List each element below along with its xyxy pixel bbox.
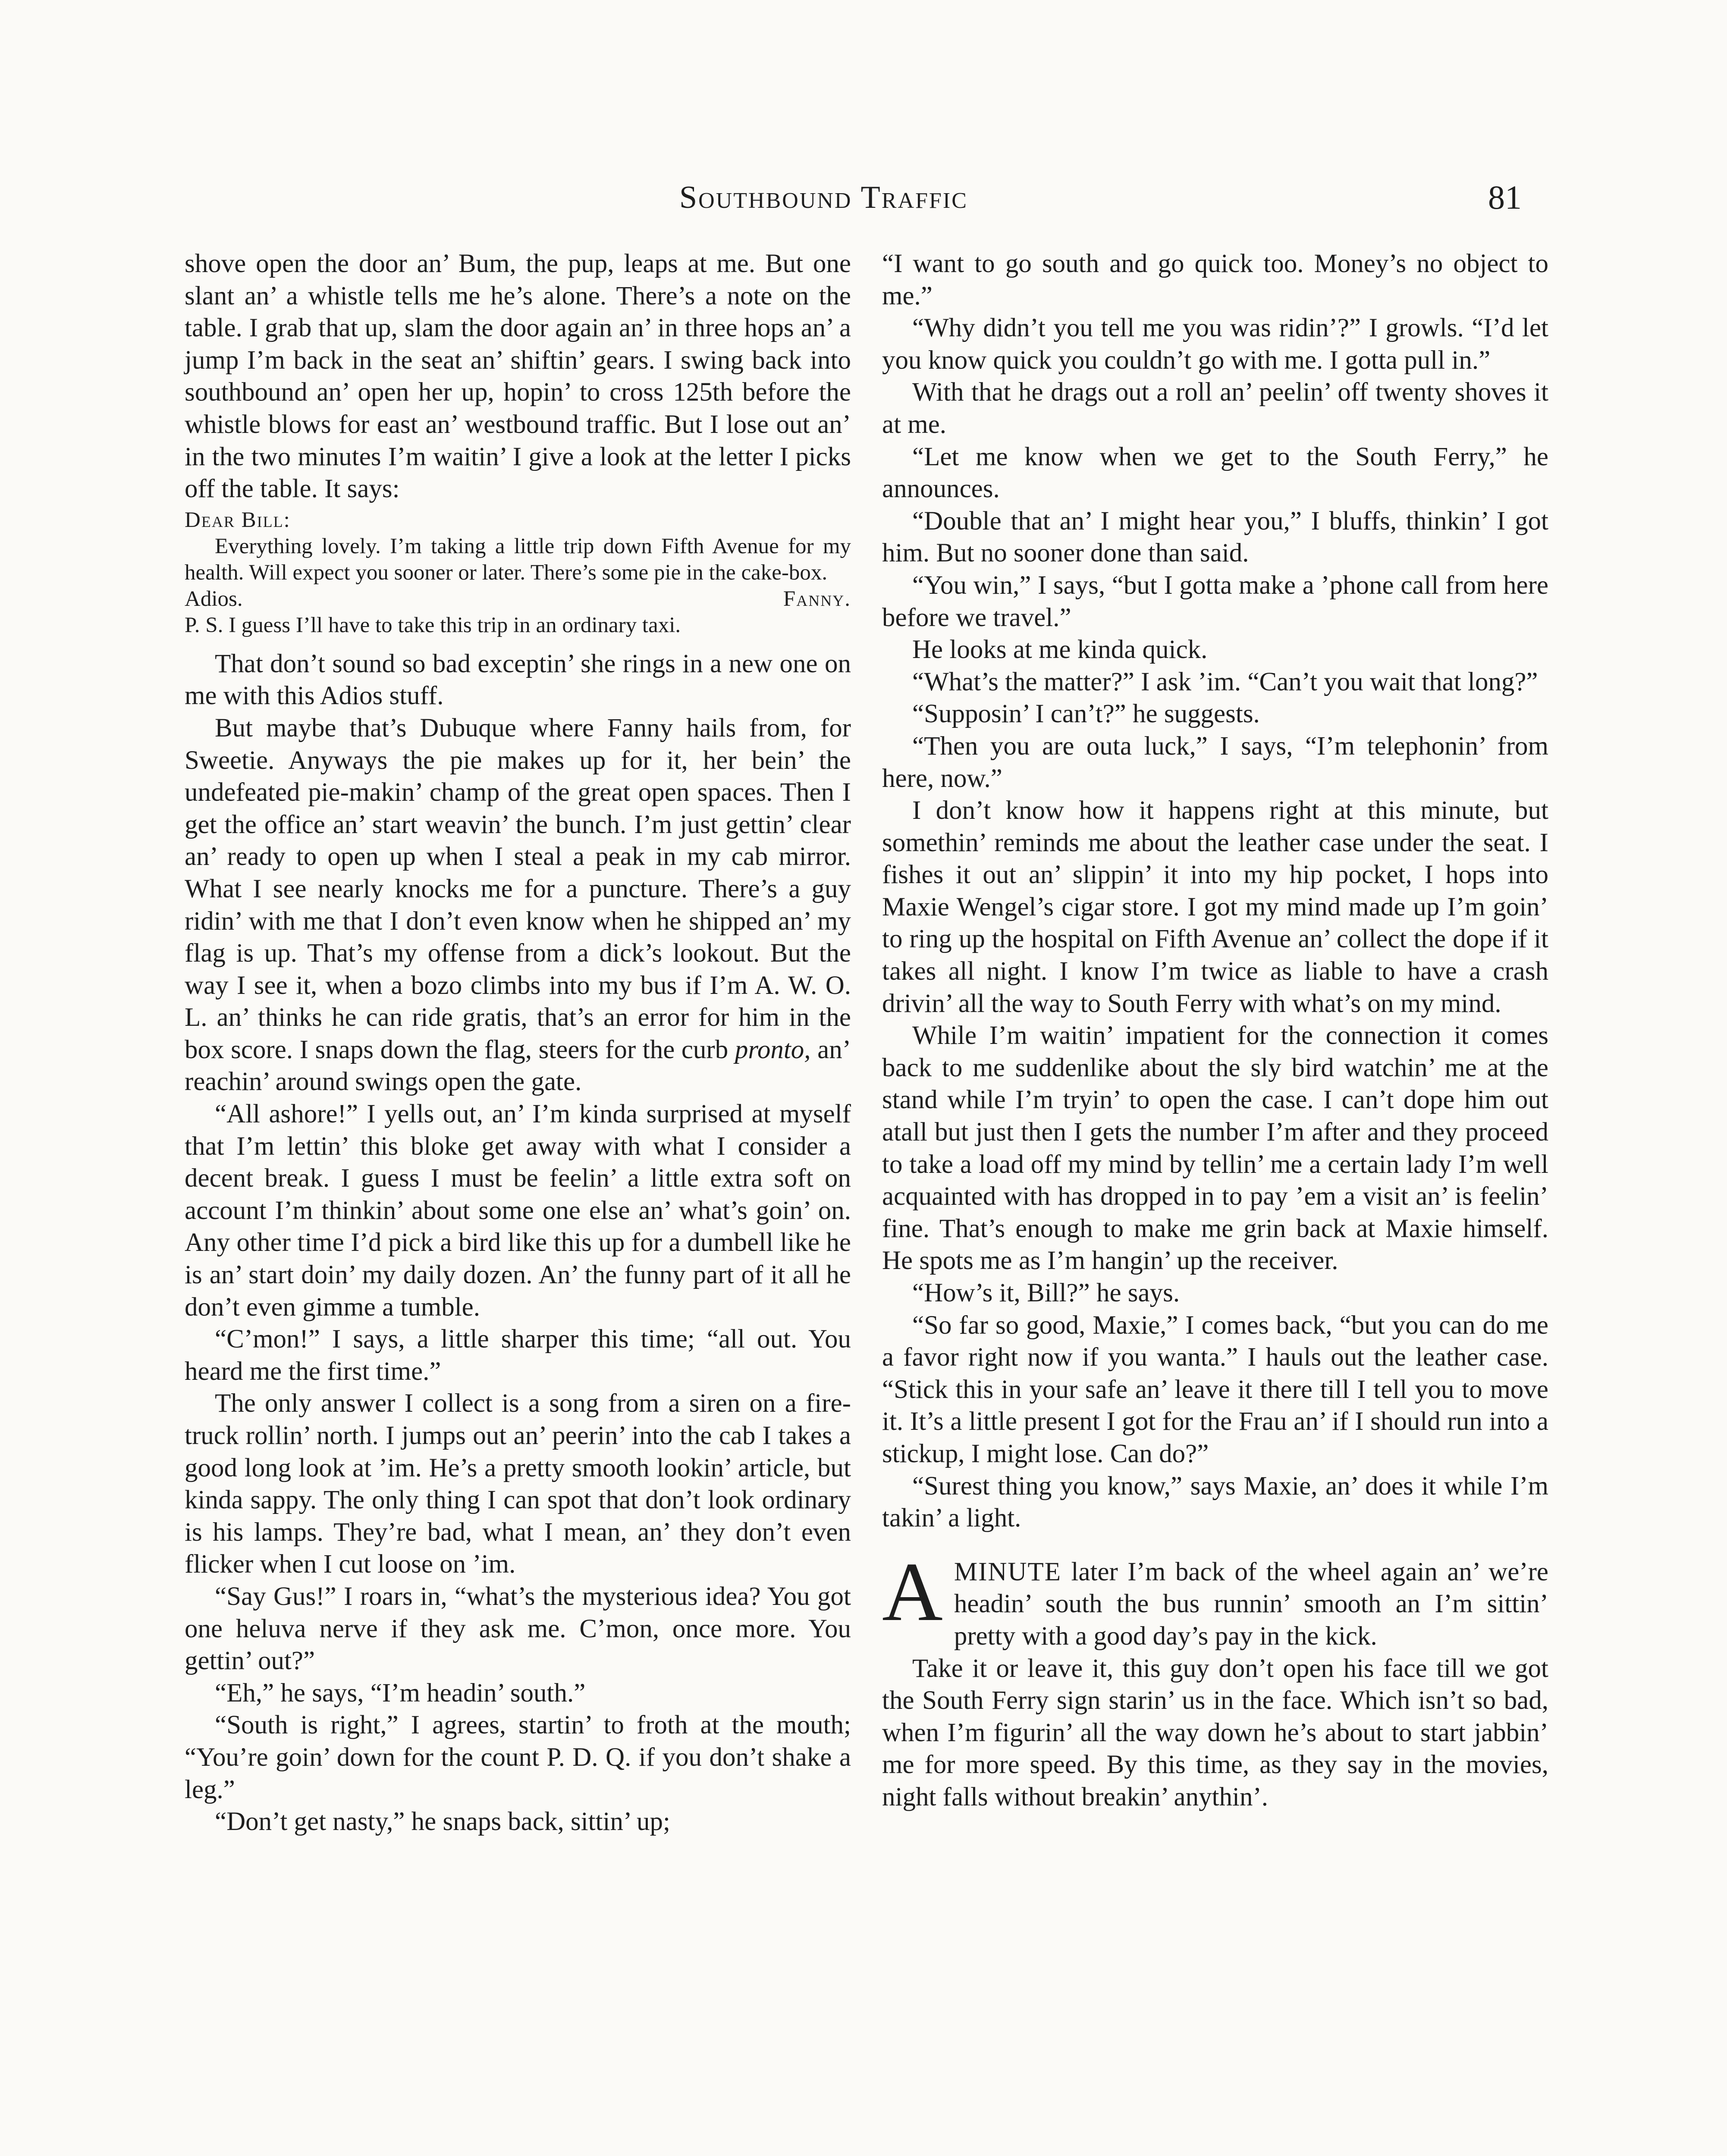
letter-body: Everything lovely. I’m taking a little trip down Fifth Avenue for my health. Will expect you sooner or later. There’s some pie in the cake-box. — [185, 534, 851, 585]
letter-signline — [185, 586, 851, 612]
paragraph: With that he drags out a roll an’ peelin’ off twenty shoves it at me. — [882, 378, 1548, 439]
paragraph: “Double that an’ I might hear you,” I bluffs, thinkin’ I got him. But no sooner done than said. — [882, 506, 1548, 568]
paragraph: “All ashore!” I yells out, an’ I’m kinda surprised at myself that I’m lettin’ this bloke get away with what I consider a decent break. I guess I must be feelin’ a little extra soft on account I’m thinkin’ about some one else an’ what’s goin’ on. Any other time I’d pick a bird like this up for a dumbell like he is an’ start doin’ my daily dozen. An’ the funny part of it all he don’t even gimme a tumble. — [185, 1100, 851, 1322]
paragraph: “Eh,” he says, “I’m headin’ south.” — [215, 1678, 586, 1708]
letter — [185, 507, 851, 639]
paragraph-text: But maybe that’s Dubuque where Fanny hails from, for Sweetie. Anyways the pie makes up for it, her bein’ the undefeated pie-makin’ champ of the great open spaces. Then I get the office an’ start weavin’ the bunch. I’m just gettin’ clear an’ ready to open up when I steal a peak in my cab mirror. What I see nearly knocks me for a puncture. There’s a guy ridin’ with me that I don’t even know when he shipped an’ my flag is up. That’s my offense from a dick’s lookout. But the way I see it, when a bozo climbs into my bus if I’m A. W. O. L. an’ thinks he can ride gratis, that’s an error for him in the box score. I snaps down the flag, steers for the curb — [185, 713, 851, 1064]
section-opening-paragraph — [882, 1545, 1549, 1653]
letter-closing: Adios. — [185, 586, 243, 611]
page-number: 81 — [1488, 179, 1522, 216]
letter-salutation: Dear Bill: — [185, 508, 291, 532]
paragraph: The only answer I collect is a song from a siren on a fire-truck rollin’ north. I jumps out an’ peerin’ into the cab I takes a good long look at ’im. He’s a pretty smooth lookin’ article, but kinda sappy. The only thing I can spot that don’t look ordinary is his lamps. They’re bad, what I mean, an’ they don’t even flicker when I cut loose on ’im. — [185, 1389, 851, 1579]
paragraph: “You win,” I says, “but I gotta make a ’phone call from here before we travel.” — [882, 570, 1548, 632]
drop-cap: A — [882, 1545, 943, 1639]
paragraph: While I’m waitin’ impatient for the connection it comes back to me suddenlike about the sly bird watchin’ me at the stand while I’m tryin’ to open the case. I can’t dope him out atall but just then I gets the number I’m after and they proceed to take a load off my mind by tellin’ me a certain lady I’m well acquainted with has dropped in to pay ’em a visit an’ is feelin’ fine. That’s enough to make me grin back at Maxie himself. He spots me as I’m hangin’ up the receiver. — [882, 1021, 1548, 1275]
paragraph: “Surest thing you know,” says Maxie, an’ does it while I’m takin’ a light. — [882, 1471, 1548, 1533]
lead-caps: MINUTE — [954, 1557, 1062, 1586]
paragraph: “Let me know when we get to the South Ferry,” he announces. — [882, 442, 1548, 504]
paragraph: “Say Gus!” I roars in, “what’s the mysterious idea? You got one heluva nerve if they ask me. C’mon, once more. You gettin’ out?” — [185, 1582, 851, 1676]
page-header — [0, 172, 1727, 223]
paragraph: “Don’t get nasty,” he snaps back, sittin’ up; — [215, 1807, 670, 1836]
paragraph: “How’s it, Bill?” he says. — [912, 1279, 1180, 1307]
running-title: Southbound Traffic — [679, 180, 968, 215]
paragraph: “I want to go south and go quick too. Money’s no object to me.” — [882, 249, 1548, 310]
paragraph: “C’mon!” I says, a little sharper this time; “all out. You heard me the first time.” — [185, 1325, 851, 1386]
paragraph: “So far so good, Maxie,” I comes back, “but you can do me a favor right now if you wanta.” I hauls out the leather case. “Stick this in your safe an’ leave it there till I tell you to move it. It’s a little present I got for the Frau an’ if I should run into a stickup, I might lose. Can do?” — [882, 1310, 1548, 1468]
paragraph: “Why didn’t you tell me you was ridin’?” I growls. “I’d let you know quick you couldn’t go with me. I gotta pull in.” — [882, 313, 1548, 375]
paragraph-text: later I’m back of the wheel again an’ we’re headin’ south the bus runnin’ smooth an I’m sittin’ pretty with a good day’s pay in the kick. — [954, 1557, 1549, 1651]
letter-postscript: P. S. I guess I’ll have to take this trip in an ordinary taxi. — [185, 613, 681, 637]
left-column — [185, 248, 851, 1838]
paragraph: Take it or leave it, this guy don’t open his face till we got the South Ferry sign starin’ us in the face. Which isn’t so bad, when I’m figurin’ all the way down he’s about to start jabbin’ me for more speed. By this time, as they say in the movies, night falls without breakin’ anythin’. — [882, 1654, 1548, 1811]
paragraph: “What’s the matter?” I ask ’im. “Can’t you wait that long?” — [912, 667, 1538, 696]
paragraph: That don’t sound so bad exceptin’ she rings in a new one on me with this Adios stuff. — [185, 649, 851, 711]
italic-word: pronto, — [735, 1035, 811, 1064]
paragraph: I don’t know how it happens right at this minute, but somethin’ reminds me about the leather case under the seat. I fishes it out an’ slippin’ it into my hip pocket, I hops into Maxie Wengel’s cigar store. I got my mind made up I’m goin’ to ring up the hospital on Fifth Avenue an’ collect the dope if it takes all night. I know I’m twice as liable to have a crash drivin’ all the way to South Ferry with what’s on my mind. — [882, 796, 1548, 1018]
paragraph — [185, 712, 851, 1098]
right-column — [882, 248, 1548, 1814]
paragraph: “South is right,” I agrees, startin’ to froth at the mouth; “You’re goin’ down for the count P. D. Q. if you don’t shake a leg.” — [185, 1711, 851, 1804]
paragraph: “Then you are outa luck,” I says, “I’m telephonin’ from here, now.” — [882, 731, 1548, 793]
paragraph: He looks at me kinda quick. — [912, 635, 1208, 664]
letter-signature: Fanny. — [783, 586, 851, 611]
paragraph-text: an’ reachin’ around swings open the gate. — [185, 1035, 851, 1097]
paragraph: shove open the door an’ Bum, the pup, leaps at me. But one slant an’ a whistle tells me he’s alone. There’s a note on the table. I grab that up, slam the door again an’ in three hops an’ a jump I’m back in the seat an’ shiftin’ gears. I swing back into southbound an’ open her up, hopin’ to cross 125th before the whistle blows for east an’ westbound traffic. But I lose out an’ in the two minutes I’m waitin’ I give a look at the letter I picks off the table. It says: — [185, 249, 851, 504]
paragraph: “Supposin’ I can’t?” he suggests. — [912, 699, 1260, 729]
